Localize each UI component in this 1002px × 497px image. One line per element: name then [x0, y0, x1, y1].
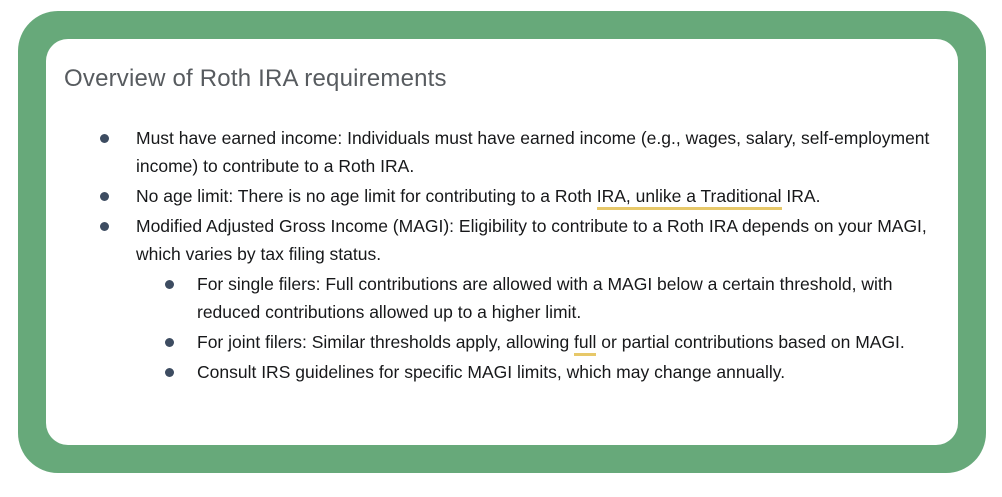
list-item: [64, 182, 938, 210]
list-item: [64, 358, 938, 386]
list-item-text: [136, 216, 927, 264]
bullet-dot-icon: [165, 338, 174, 347]
text-segment: For joint filers: Similar thresholds apply, allowing: [197, 332, 575, 352]
text-segment: Must have earned income: Individuals must have earned income (e.g., wages, salary, self-employment income) to contribute to a Roth IRA.: [136, 128, 930, 176]
list-item: [64, 212, 938, 268]
bullet-dot-icon: [100, 222, 109, 231]
text-segment: Consult IRS guidelines for specific MAGI limits, which may change annually.: [197, 362, 786, 382]
list-item: [64, 328, 938, 356]
text-segment: or partial contributions based on MAGI.: [596, 332, 905, 352]
list-item-text: [136, 128, 929, 176]
highlighted-text: IRA, unlike a Traditional: [597, 186, 782, 210]
list-item-text: [136, 186, 820, 210]
green-frame: [18, 11, 986, 473]
bullet-list: [64, 124, 938, 386]
highlighted-text: full: [574, 332, 596, 356]
bullet-dot-icon: [165, 280, 174, 289]
list-item-text: [197, 362, 785, 382]
content-card: [46, 39, 958, 445]
bullet-dot-icon: [165, 368, 174, 377]
text-segment: No age limit: There is no age limit for contributing to a Roth: [136, 186, 597, 206]
bullet-dot-icon: [100, 134, 109, 143]
list-item-text: [197, 332, 905, 356]
text-segment: For single filers: Full contributions are allowed with a MAGI below a certain threshold, with reduced contributions allowed up to a higher limit.: [197, 274, 893, 322]
list-item-text: [197, 274, 892, 322]
list-item: [64, 124, 938, 180]
list-item: [64, 270, 938, 326]
text-segment: Modified Adjusted Gross Income (MAGI): Eligibility to contribute to a Roth IRA depends on your MAGI, which varies by tax filing status.: [136, 216, 927, 264]
text-segment: IRA.: [781, 186, 821, 206]
page-title: Overview of Roth IRA requirements: [64, 65, 447, 92]
bullet-dot-icon: [100, 192, 109, 201]
